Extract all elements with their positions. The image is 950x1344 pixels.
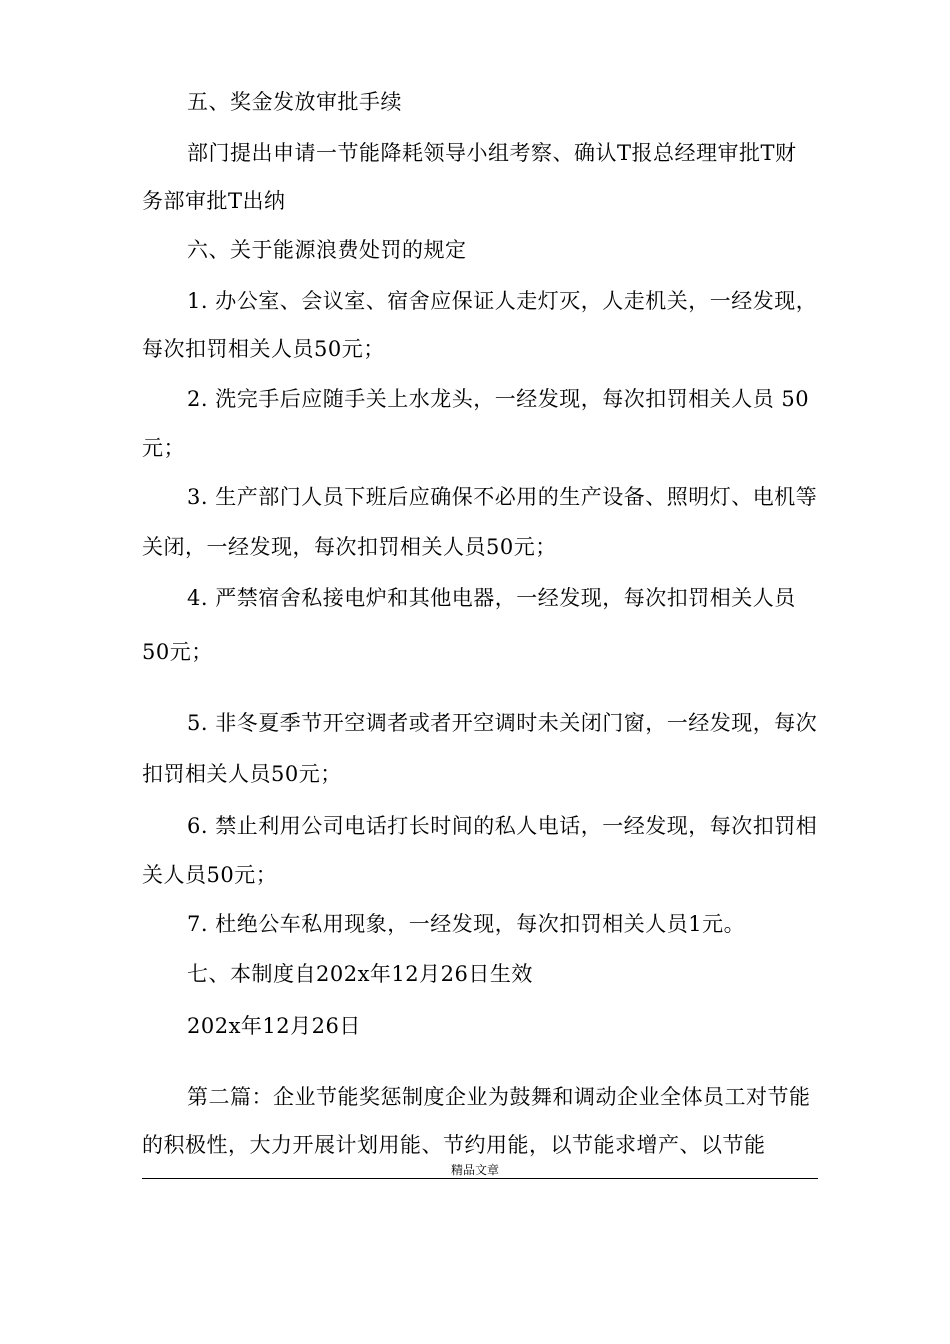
rule-item-4-cont: 50元； <box>142 640 213 664</box>
paragraph-line: 的积极性，大力开展计划用能、节约用能，以节能求增产、以节能 <box>142 1133 766 1157</box>
paragraph-line: 第二篇：企业节能奖惩制度企业为鼓舞和调动企业全体员工对节能 <box>187 1085 811 1109</box>
rule-item-2-cont: 元； <box>142 436 185 460</box>
date-line: 202x年12月26日 <box>187 1014 361 1038</box>
rule-item-4: 4. 严禁宿舍私接电炉和其他电器，一经发现，每次扣罚相关人员 <box>187 586 796 610</box>
rule-item-7: 7. 杜绝公车私用现象，一经发现，每次扣罚相关人员1元。 <box>187 912 746 936</box>
rule-item-1: 1. 办公室、会议室、宿舍应保证人走灯灭，人走机关，一经发现， <box>187 289 818 313</box>
rule-item-3-cont: 关闭，一经发现，每次扣罚相关人员50元； <box>142 535 557 559</box>
rule-item-3: 3. 生产部门人员下班后应确保不必用的生产设备、照明灯、电机等 <box>187 485 818 509</box>
section-heading-6: 六、关于能源浪费处罚的规定 <box>187 238 467 262</box>
paragraph-line: 部门提出申请一节能降耗领导小组考察、确认T报总经理审批T财 <box>187 141 797 165</box>
section-heading-7: 七、本制度自202x年12月26日生效 <box>187 962 533 986</box>
rule-item-6: 6. 禁止利用公司电话打长时间的私人电话，一经发现，每次扣罚相 <box>187 814 818 838</box>
paragraph-line: 务部审批T出纳 <box>142 189 286 213</box>
rule-item-2: 2. 洗完手后应随手关上水龙头，一经发现，每次扣罚相关人员 50 <box>187 387 810 411</box>
section-heading-5: 五、奖金发放审批手续 <box>187 90 402 114</box>
footer-label: 精品文章 <box>450 1163 499 1177</box>
footer-divider <box>142 1178 818 1179</box>
rule-item-1-cont: 每次扣罚相关人员50元； <box>142 337 385 361</box>
rule-item-5: 5. 非冬夏季节开空调者或者开空调时未关闭门窗，一经发现，每次 <box>187 711 818 735</box>
rule-item-5-cont: 扣罚相关人员50元； <box>142 762 342 786</box>
rule-item-6-cont: 关人员50元； <box>142 863 278 887</box>
